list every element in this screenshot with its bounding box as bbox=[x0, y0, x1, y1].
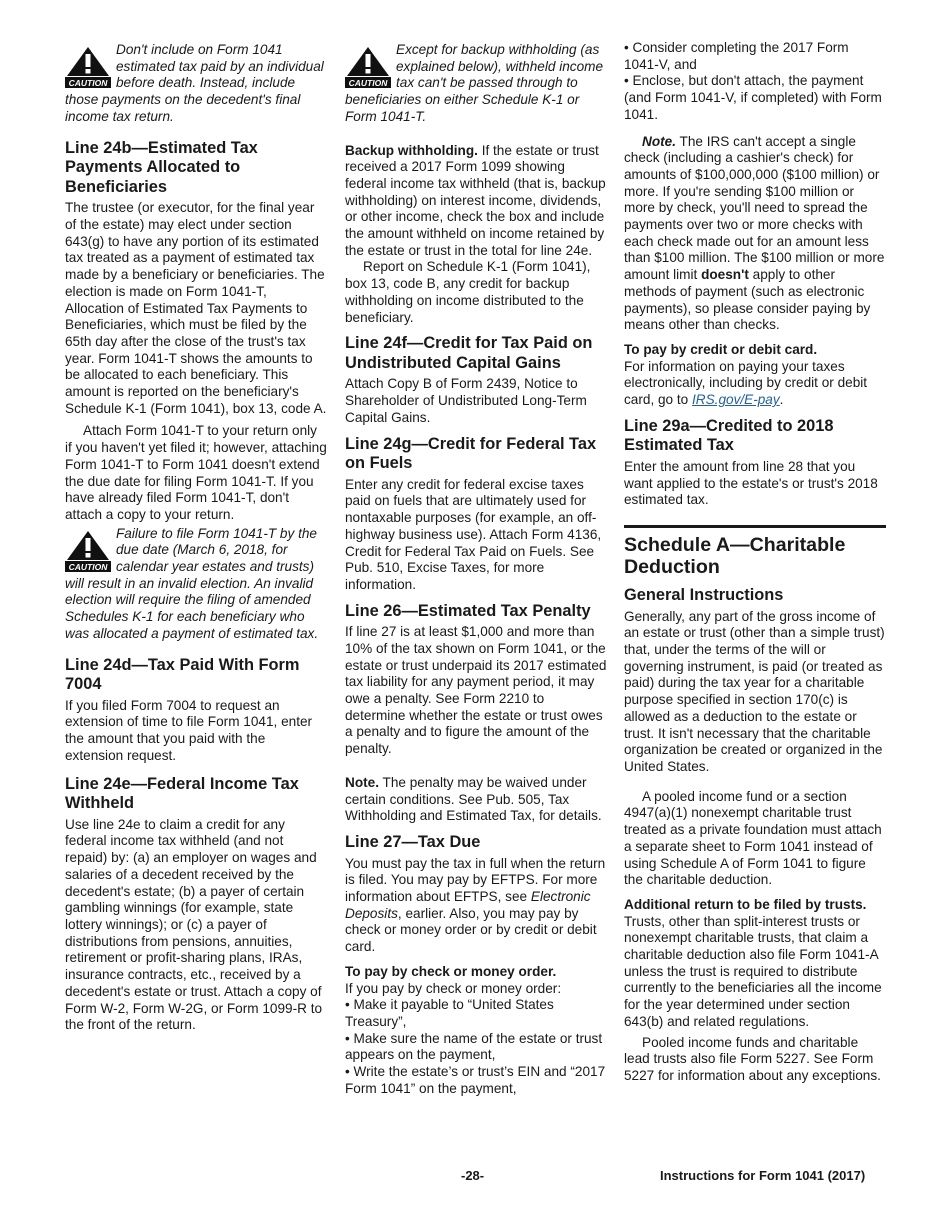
irs-epay-link[interactable]: IRS.gov/E-pay bbox=[692, 392, 780, 408]
column-3 bbox=[624, 40, 886, 1085]
section-rule bbox=[624, 525, 886, 578]
paragraph: Report on Schedule K-1 (Form 1041), box 13, code B, any credit for backup withholding on income distributed to the beneficiary. bbox=[345, 259, 591, 325]
caution-note-3 bbox=[345, 42, 607, 126]
heading-line-24d: Line 24d—Tax Paid With Form 7004 bbox=[65, 655, 300, 694]
paragraph-text: You must pay the tax in full when the return is filed. You may pay by EFTPS. For more information about EFTPS, see bbox=[345, 855, 606, 904]
caution-text: Don't include on Form 1041 estimated tax paid by an individual before death. Instead, include those payments on the decedent's final income tax return. bbox=[65, 42, 324, 124]
paragraph-text: , earlier. Also, you may pay by check or money order or by credit or debit card. bbox=[345, 905, 597, 955]
paragraph-backup-withholding bbox=[345, 143, 607, 260]
paragraph-text: For information on paying your taxes electronically, including by credit or debit card, go to bbox=[624, 358, 868, 408]
bold-text: doesn't bbox=[701, 267, 749, 283]
column-2 bbox=[345, 40, 607, 1097]
paragraph-text: Trusts, other than split-interest trusts or nonexempt charitable trusts, that claim a charitable deduction also file Form 1041-A unless the trust is required to distribute currently to the beneficiaries all the income for the year determined under section 643(b) and related regulations. bbox=[624, 913, 882, 1029]
paragraph-text: The IRS can't accept a single check (including a cashier's check) for amounts of $100,000,000 ($100 million) or more. If you're sending $100 million or more by check, you'll need to spread the payments over two or more checks with each check made out for an amount less than $100 million. The $100 million or more amount limit bbox=[624, 133, 885, 283]
paragraph-text: apply to other methods of payment (such as electronic payments), so please consider paying by means other than checks. bbox=[624, 267, 871, 333]
list-item: • Enclose, but don't attach, the payment (and Form 1041-V, if completed) with Form 1041. bbox=[624, 73, 882, 122]
paragraph-note bbox=[345, 775, 607, 825]
emphasis-text: Electronic Deposits bbox=[345, 888, 591, 921]
caution-note-2 bbox=[65, 526, 327, 643]
paragraph-additional-return bbox=[624, 897, 886, 1031]
caution-icon-label: CAUTION bbox=[68, 561, 108, 572]
paragraph-note bbox=[624, 134, 886, 334]
heading-line-27: Line 27—Tax Due bbox=[345, 832, 481, 851]
paragraph: Enter the amount from line 28 that you want applied to the estate's or trust's 2018 estimated tax. bbox=[624, 458, 878, 508]
paragraph bbox=[345, 856, 607, 956]
paragraph: If you filed Form 7004 to request an extension of time to file Form 1041, enter the amount that you paid with the extension request. bbox=[65, 697, 313, 763]
paragraph: Generally, any part of the gross income of an estate or trust (other than a simple trust) that, under the terms of the will or governing instrument, is paid (or treated as paid) during the tax year for a charitable purpose specified in section 170(c) is allowed as a deduction to the estate or trust. It isn't necessary that the charitable organization be created or organized in the United States. bbox=[624, 608, 885, 774]
paragraph bbox=[624, 359, 886, 409]
paragraph: Use line 24e to claim a credit for any federal income tax withheld (and not repaid) by: (a) an employer on wages and salaries of a decedent received by the decedent's estate; (b) a payer of certain gambling winnings (for example, state lottery winnings); or (c) a payer of distributions from pensions, annuities, retirement or profit-sharing plans, IRAs, insurance contracts, etc., received by a decedent's estate or trust. Attach a copy of Form W-2, Form W-2G, or Form 1099-R to the front of the return. bbox=[65, 816, 323, 1033]
paragraph: Enter any credit for federal excise taxes paid on fuels that are ultimately used for nontaxable purposes (for example, an off-highway business use). Attach Form 4136, Credit for Federal Tax Paid on Fuels. See Pub. 510, Excise Taxes, for more information. bbox=[345, 476, 602, 592]
caution-text: Failure to file Form 1041-T by the due date (March 6, 2018, for calendar year estates and trusts) will result in an invalid election. An invalid election will require the filing of amended Schedules K-1 for each beneficiary who was allocated a payment of estimated tax. bbox=[65, 525, 319, 641]
caution-icon-label: CAUTION bbox=[68, 78, 108, 88]
run-in-heading: Backup withholding. bbox=[345, 142, 478, 158]
heading-line-24f: Line 24f—Credit for Tax Paid on Undistributed Capital Gains bbox=[345, 334, 593, 372]
run-in-heading: To pay by credit or debit card. bbox=[624, 341, 818, 357]
paragraph: If line 27 is at least $1,000 and more than 10% of the tax shown on Form 1041, or the estate or trust underpaid its 2017 estimated tax liability for any payment period, it may owe a penalty. See Form 2210 to determine whether the estate or trust owes a penalty and to figure the amount of the penalty. bbox=[345, 624, 607, 757]
paragraph: The trustee (or executor, for the final year of the estate) may elect under section 643(g) to have any portion of its estimated tax treated as a payment of estimated tax made by a beneficiary or beneficiaries. The election is made on Form 1041-T, Allocation of Estimated Tax Payments to Beneficiaries, which must be filed by the 65th day after the close of the trust's tax year. Form 1041-T shows the amounts to be allocated to each beneficiary. This amount is reported on the beneficiary's Schedule K-1 (Form 1041), box 13, code A. bbox=[65, 200, 327, 416]
paragraph: If you pay by check or money order: bbox=[345, 980, 562, 996]
paragraph-text: . bbox=[779, 392, 784, 408]
list-item: • Write the estate’s or trust’s EIN and “2017 Form 1041” on the payment, bbox=[345, 1064, 606, 1096]
heading-line-26: Line 26—Estimated Tax Penalty bbox=[345, 601, 591, 620]
run-in-heading: To pay by check or money order. bbox=[345, 963, 557, 979]
heading-general-instructions: General Instructions bbox=[624, 586, 784, 605]
footer-title: Instructions for Form 1041 (2017) bbox=[660, 1168, 866, 1183]
heading-line-24e: Line 24e—Federal Income Tax Withheld bbox=[65, 774, 299, 813]
list-item: • Make sure the name of the estate or trust appears on the payment, bbox=[345, 1030, 603, 1063]
heading-line-24b: Line 24b—Estimated Tax Payments Allocated to Beneficiaries bbox=[65, 138, 258, 196]
caution-icon bbox=[345, 46, 391, 90]
run-in-heading: Note. bbox=[345, 774, 379, 790]
paragraph-text: If the estate or trust received a 2017 Form 1099 showing federal income tax withheld (that is, backup withholding) on interest income, dividends, or other income, check the box and include the amount withheld on income retained by the estate or trust in the total for line 24e. bbox=[345, 142, 606, 258]
paragraph: Attach Copy B of Form 2439, Notice to Shareholder of Undistributed Long-Term Capital Gains. bbox=[345, 376, 587, 425]
page-number: -28- bbox=[461, 1168, 485, 1183]
heading-schedule-a: Schedule A—Charitable Deduction bbox=[624, 534, 846, 579]
caution-text: Except for backup withholding (as explained below), withheld income tax can't be passed through to beneficiaries on either Schedule K-1 or Form 1041-T. bbox=[345, 42, 604, 124]
list-item: • Make it payable to “United States Treasury”, bbox=[345, 997, 554, 1029]
caution-note-1 bbox=[65, 42, 327, 126]
paragraph: A pooled income fund or a section 4947(a)(1) nonexempt charitable trust treated as a private foundation must attach a separate sheet to Form 1041 instead of using Schedule A of Form 1041 to figure the charitable deduction. bbox=[624, 788, 882, 888]
run-in-heading: Additional return to be filed by trusts. bbox=[624, 896, 867, 912]
list-item: • Consider completing the 2017 Form 1041-V, and bbox=[624, 40, 849, 72]
paragraph-text: The penalty may be waived under certain conditions. See Pub. 505, Tax Withholding and Estimated Tax, for details. bbox=[345, 774, 602, 824]
heading-line-29a: Line 29a—Credited to 2018 Estimated Tax bbox=[624, 416, 834, 455]
run-in-heading: Note. bbox=[642, 133, 676, 149]
caution-icon bbox=[65, 46, 111, 90]
paragraph: Attach Form 1041-T to your return only if you haven't yet filed it; however, attaching Form 1041-T to Form 1041 doesn't extend the due date for filing Form 1041-T. If you have already filed Form 1041-T, don't attach a copy to your return. bbox=[65, 423, 327, 522]
caution-icon-label: CAUTION bbox=[348, 78, 388, 88]
heading-line-24g: Line 24g—Credit for Federal Tax on Fuels bbox=[345, 434, 597, 473]
column-1 bbox=[65, 40, 327, 1034]
caution-icon bbox=[65, 530, 111, 574]
paragraph: Pooled income funds and charitable lead trusts also file Form 5227. See Form 5227 for information about any exceptions. bbox=[624, 1034, 881, 1083]
